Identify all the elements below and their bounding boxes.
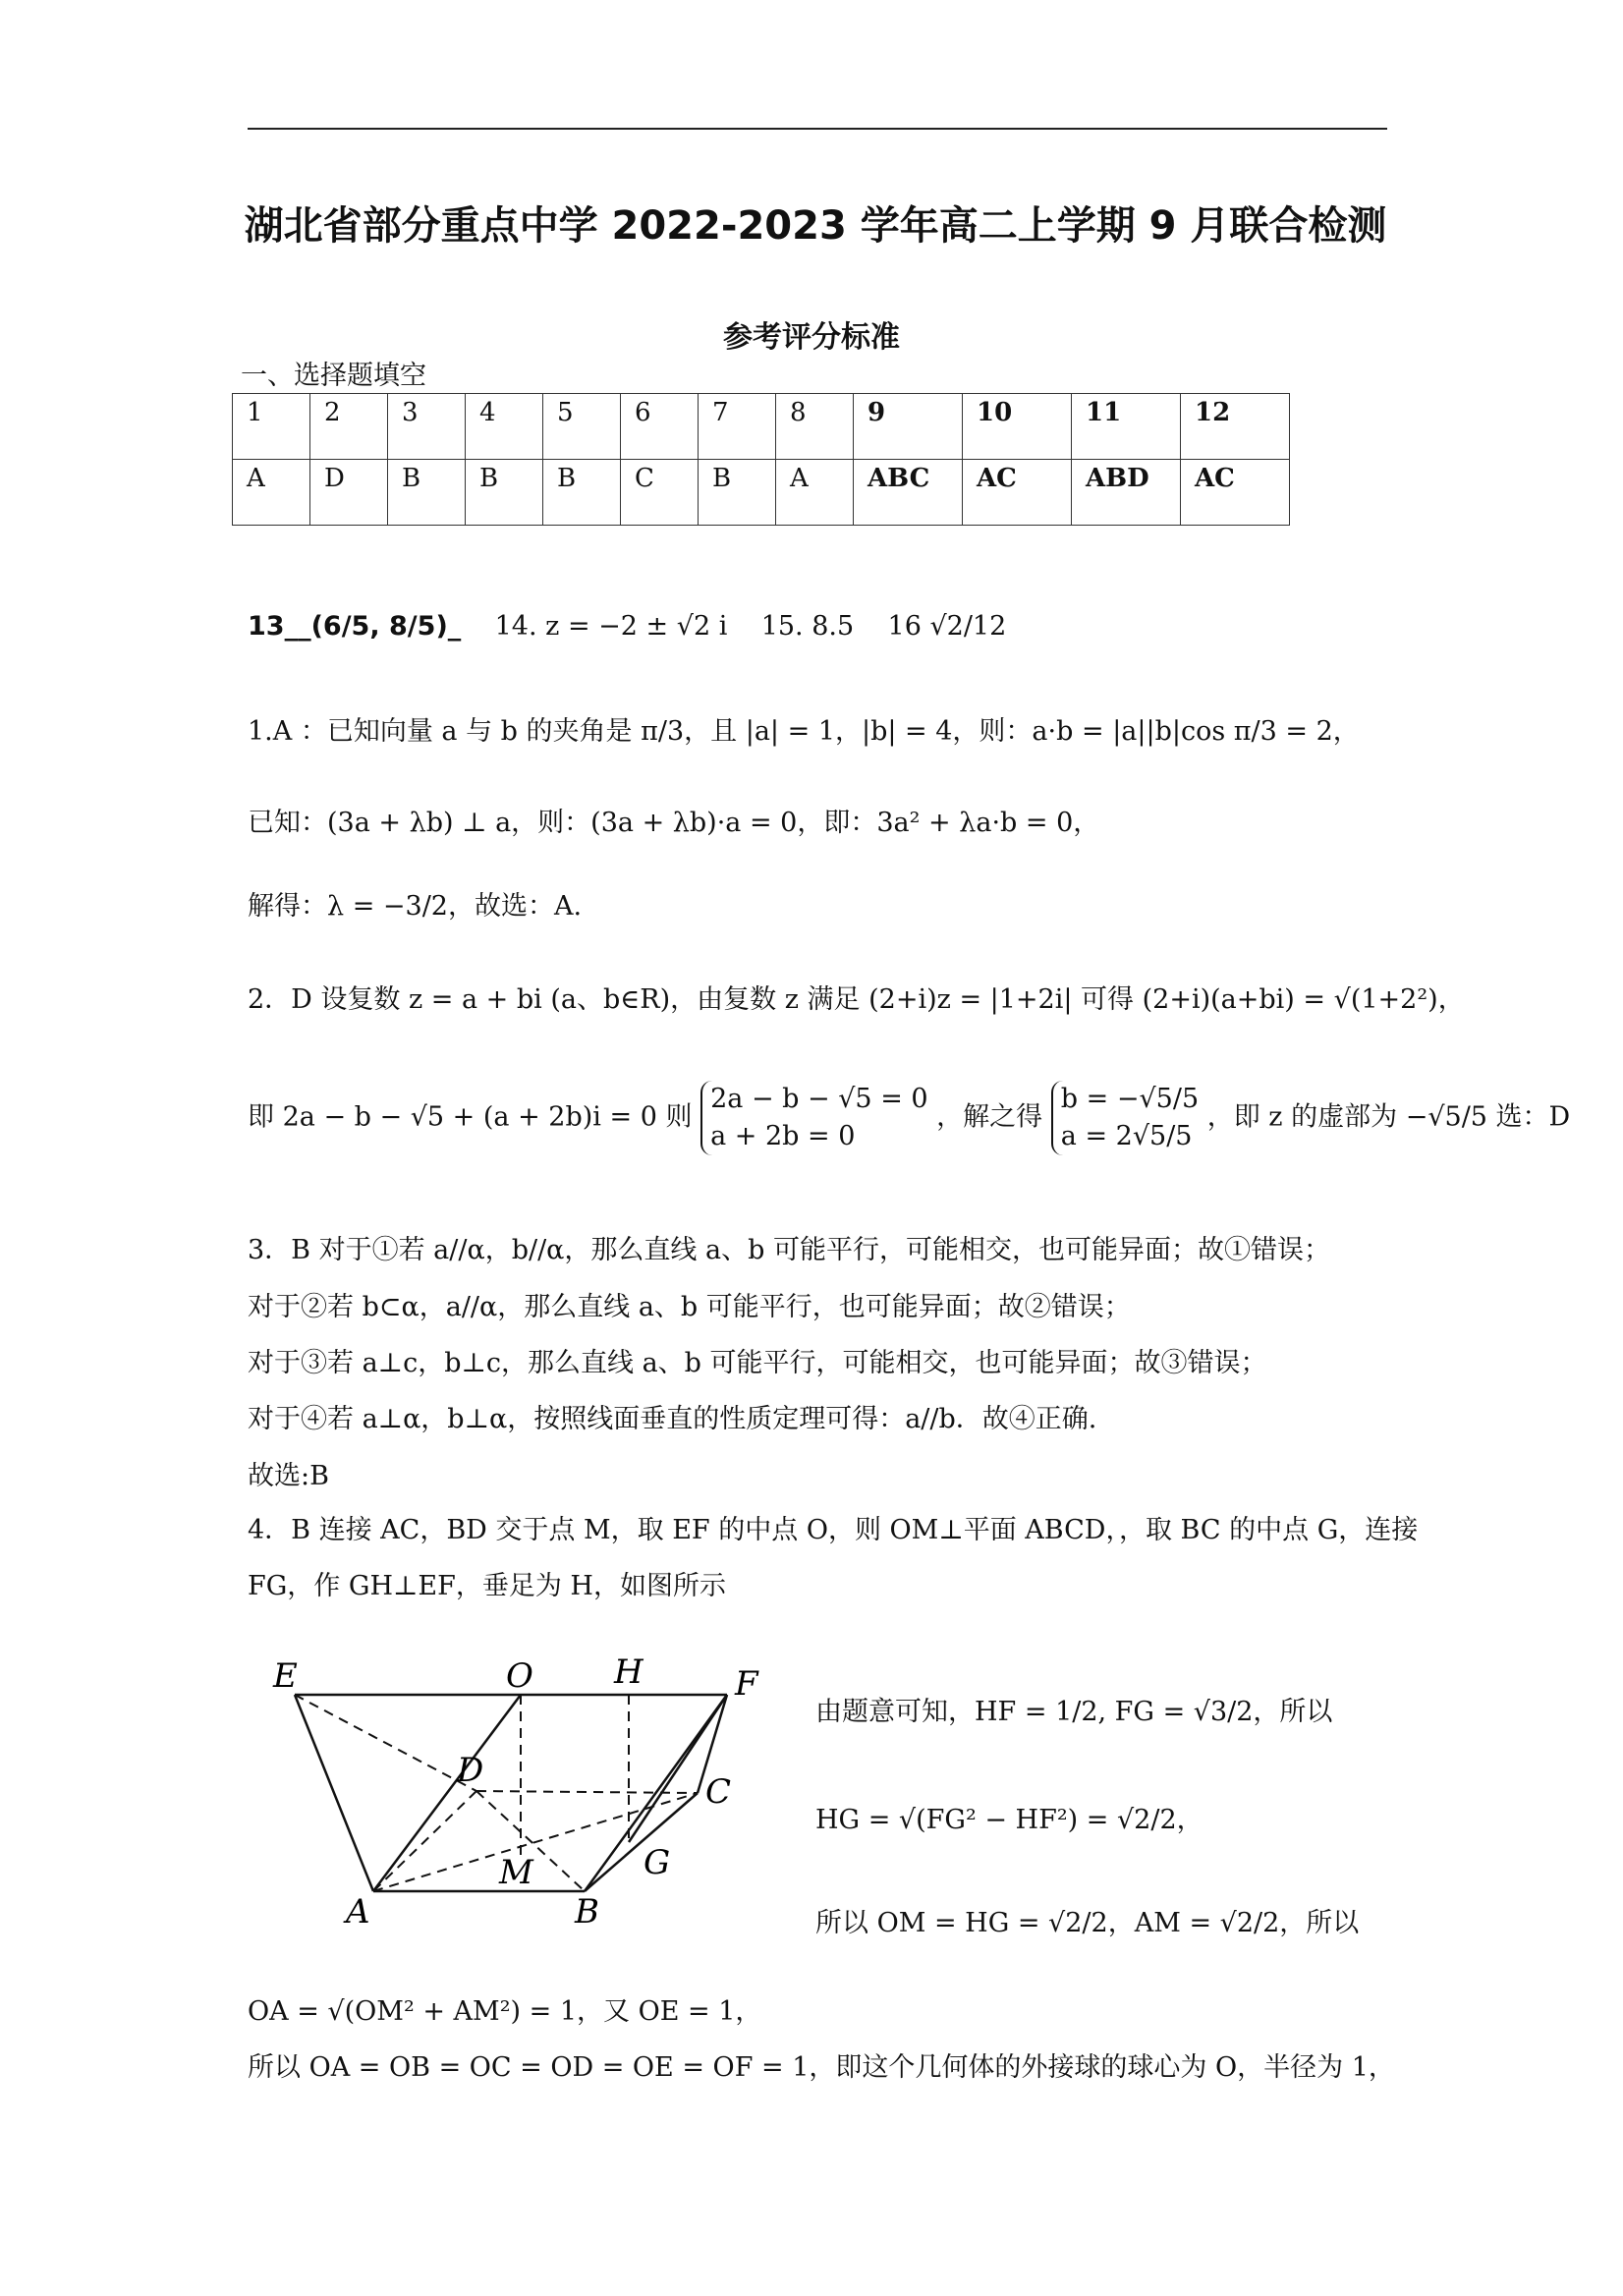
question-number: 7 xyxy=(699,394,776,460)
solution-3-line-3: 对于③若 a⊥c，b⊥c，那么直线 a、b 可能平行，可能相交，也可能异面；故③错误； xyxy=(248,1348,1267,1378)
answer-value: A xyxy=(776,460,854,526)
question-number: 12 xyxy=(1181,394,1290,460)
label-o: O xyxy=(506,1656,533,1696)
answer-table xyxy=(232,393,1290,526)
page-subtitle: 参考评分标准 xyxy=(723,320,900,355)
question-number: 9 xyxy=(854,394,963,460)
solution-1-line-1: 1.A ：已知向量 a 与 b 的夹角是 π/3，且 |a| = 1，|b| = 4，则：a·b = |a||b|cos π/3 = 2， xyxy=(248,716,1360,747)
edge-dc xyxy=(476,1791,698,1793)
answer-value: A xyxy=(233,460,310,526)
question-number: 5 xyxy=(543,394,621,460)
header-rule xyxy=(248,128,1387,130)
answer-value: AC xyxy=(963,460,1072,526)
label-e: E xyxy=(273,1656,298,1696)
equation: a = 2√5/5 xyxy=(1060,1121,1193,1151)
label-b: B xyxy=(575,1892,599,1931)
label-c: C xyxy=(705,1772,732,1812)
geometry-figure xyxy=(265,1655,776,1931)
solution-3-line-4: 对于④若 a⊥α，b⊥α，按照线面垂直的性质定理可得：a//b．故④正确. xyxy=(248,1404,1097,1434)
solution-4-side-2: HG = √(FG² − HF²) = √2/2， xyxy=(815,1805,1203,1835)
solution-4-line-4: 所以 OA = OB = OC = OD = OE = OF = 1，即这个几何体的外接球的球心为 O，半径为 1， xyxy=(248,2052,1395,2083)
label-f: F xyxy=(735,1664,758,1704)
solution-4-line-3: OA = √(OM² + AM²) = 1，又 OE = 1， xyxy=(248,1996,762,2027)
solution-2-end: ，即 z 的虚部为 −√5/5 选：D xyxy=(1206,1101,1571,1133)
equation: b = −√5/5 xyxy=(1060,1084,1200,1114)
answer-value: D xyxy=(310,460,388,526)
answer-value: AC xyxy=(1181,460,1290,526)
question-number: 4 xyxy=(466,394,543,460)
answer-value: ABC xyxy=(854,460,963,526)
answer-value: B xyxy=(388,460,466,526)
solution-2-text: 即 2a − b − √5 + (a + 2b)i = 0 则 xyxy=(248,1101,693,1133)
solution-4-line-1: 4．B 连接 AC，BD 交于点 M，取 EF 的中点 O，则 OM⊥平面 ABCD，，取 BC 的中点 G，连接 xyxy=(248,1515,1419,1545)
answer-value: B xyxy=(543,460,621,526)
answer-value: B xyxy=(699,460,776,526)
question-number: 3 xyxy=(388,394,466,460)
fill-in-answers xyxy=(248,611,1006,642)
label-d: D xyxy=(457,1751,484,1790)
question-number: 8 xyxy=(776,394,854,460)
answer-number-row xyxy=(233,394,1290,460)
label-g: G xyxy=(644,1843,671,1882)
solution-2-mid: ，解之得 xyxy=(936,1101,1043,1133)
equation: 2a − b − √5 = 0 xyxy=(710,1084,928,1114)
solution-4-side-1: 由题意可知，HF = 1/2, FG = √3/2，所以 xyxy=(815,1697,1333,1727)
answer-value: C xyxy=(621,460,699,526)
solution-system xyxy=(1051,1081,1199,1155)
edge-cb xyxy=(585,1793,698,1891)
question-number: 10 xyxy=(963,394,1072,460)
page-title: 湖北省部分重点中学 2022-2023 学年高二上学期 9 月联合检测 xyxy=(244,203,1387,249)
question-number: 1 xyxy=(233,394,310,460)
edge-fg xyxy=(629,1695,727,1842)
solution-2-line-1: 2．D 设复数 z = a + bi (a、b∈R)，由复数 z 满足 (2+i)z = |1+2i| 可得 (2+i)(a+bi) = √(1+2²)， xyxy=(248,984,1465,1015)
solution-1-line-3: 解得：λ = −3/2，故选：A. xyxy=(248,891,583,922)
question-number: 2 xyxy=(310,394,388,460)
solution-1-line-2: 已知：(3a + λb) ⊥ a，则：(3a + λb)·a = 0，即：3a² + λa·b = 0， xyxy=(248,808,1100,838)
solution-2-line-2 xyxy=(248,1081,1570,1155)
question-number: 11 xyxy=(1072,394,1181,460)
label-a: A xyxy=(346,1892,370,1931)
answer-15: 15. 8.5 xyxy=(760,611,855,642)
solution-3-line-2: 对于②若 b⊂α，a//α，那么直线 a、b 可能平行，也可能异面；故②错误； xyxy=(248,1292,1131,1322)
answer-13: 13__(6/5, 8/5)_ xyxy=(248,611,462,642)
answer-value-row xyxy=(233,460,1290,526)
solution-3-line-5: 故选:B xyxy=(248,1461,329,1491)
question-number: 6 xyxy=(621,394,699,460)
equation: a + 2b = 0 xyxy=(710,1121,856,1151)
label-h: H xyxy=(614,1655,644,1692)
answer-value: B xyxy=(466,460,543,526)
solution-4-side-3: 所以 OM = HG = √2/2，AM = √2/2，所以 xyxy=(815,1908,1360,1938)
section-heading: 一、选择题填空 xyxy=(241,361,426,391)
solution-3-line-1: 3．B 对于①若 a//α，b//α，那么直线 a、b 可能平行，可能相交，也可能异面；故①错误； xyxy=(248,1235,1330,1265)
edge-ea xyxy=(295,1695,373,1891)
edge-ed xyxy=(295,1695,476,1791)
equation-system xyxy=(700,1081,927,1155)
label-m: M xyxy=(499,1853,533,1892)
figure-dashed-edges xyxy=(295,1695,698,1891)
solution-4-line-2: FG，作 GH⊥EF，垂足为 H，如图所示 xyxy=(248,1571,726,1601)
answer-14: 14. z = −2 ± √2 i xyxy=(494,611,728,642)
answer-16: 16 √2/12 xyxy=(887,611,1007,642)
answer-value: ABD xyxy=(1072,460,1181,526)
